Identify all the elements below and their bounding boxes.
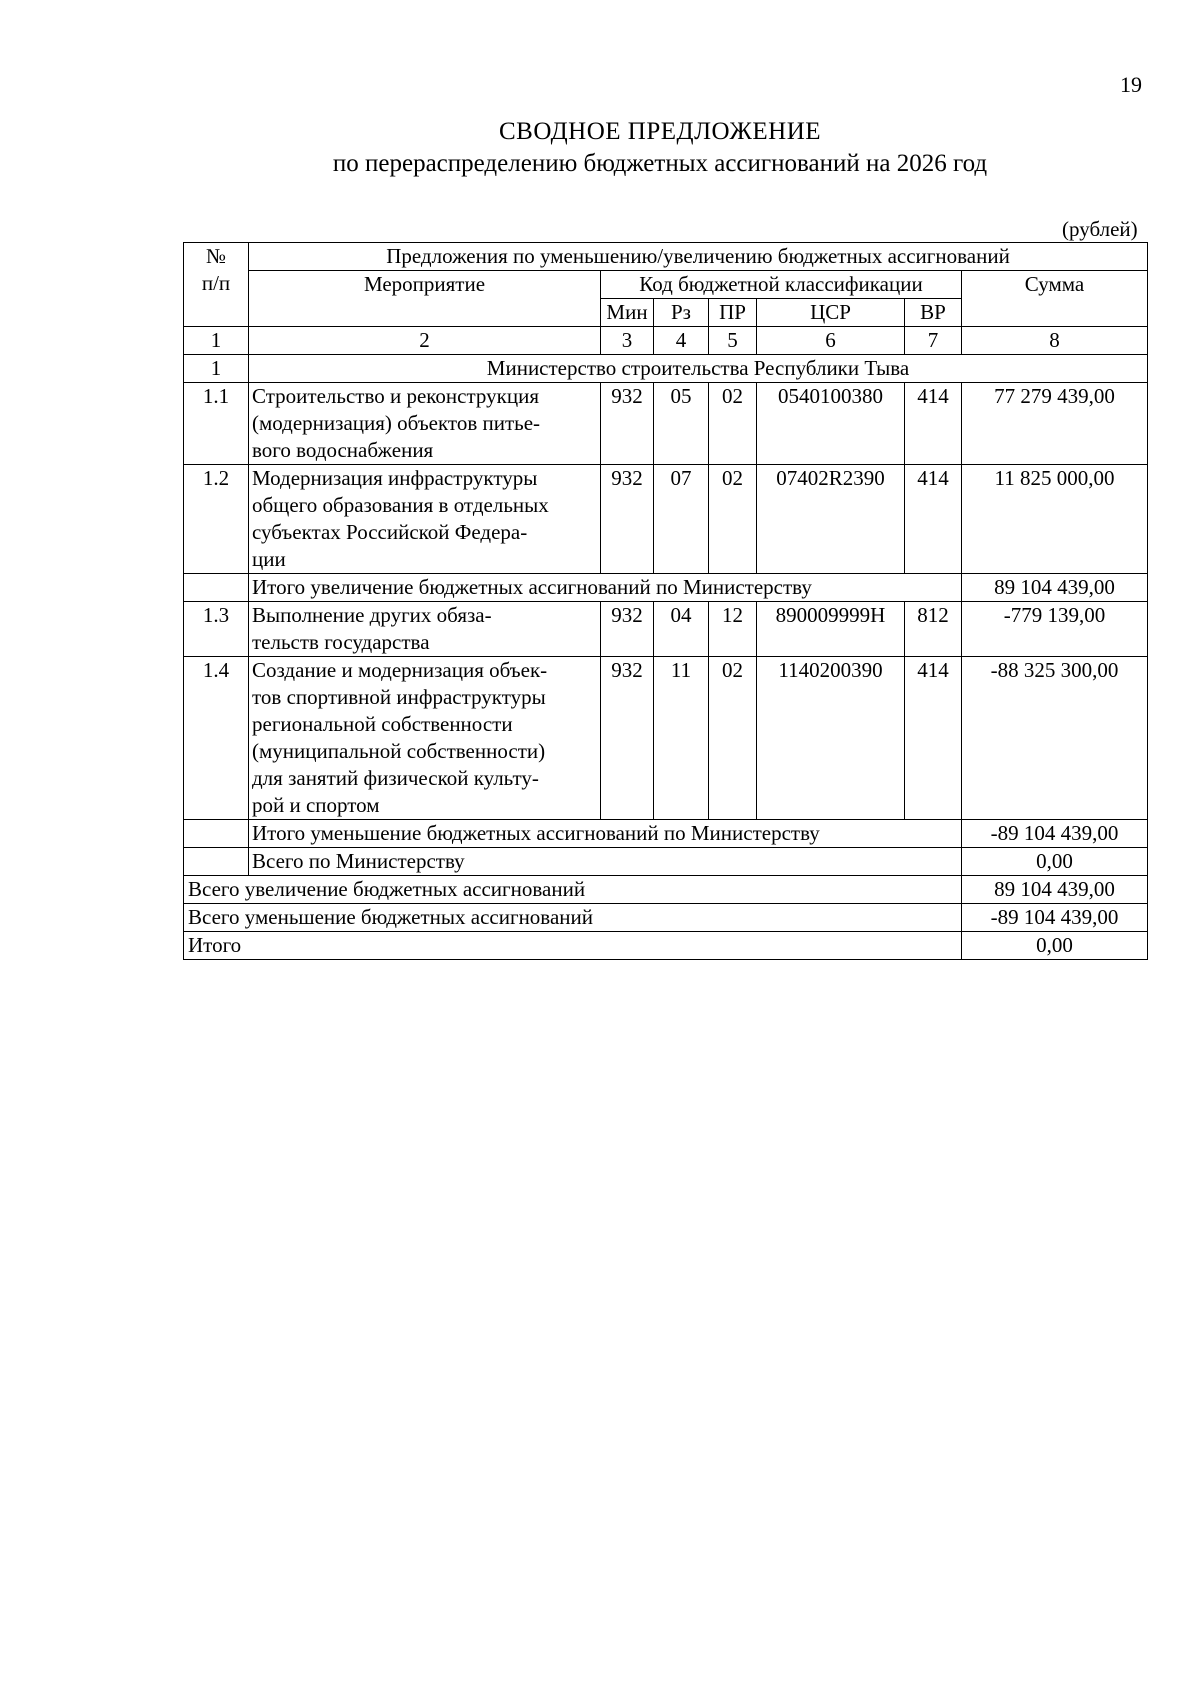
row-activity [249,383,601,465]
header-proposals: Предложения по уменьшению/увеличению бюджетных ассигнований [249,243,1148,271]
table-row [184,383,1148,465]
document-title: СВОДНОЕ ПРЕДЛОЖЕНИЕ [498,118,822,145]
total-increase-label: Всего увеличение бюджетных ассигнований [184,876,962,904]
col-number: 3 [601,327,654,355]
header-min: Мин [601,299,654,327]
header-pr: ПР [709,299,757,327]
subtotal-decrease-label: Итого уменьшение бюджетных ассигнований по Министерству [249,820,962,848]
empty-cell [184,820,249,848]
row-no: 1.3 [184,602,249,657]
col-number: 7 [905,327,962,355]
activity-line: (модернизация) объектов питье- [252,411,541,435]
activity-line: (муниципальной собственности) [252,739,546,763]
header-row-1 [184,243,1148,271]
col-number: 1 [184,327,249,355]
header-code: Код бюджетной классификации [601,271,962,299]
activity-line: Выполнение других обяза- [252,603,492,627]
row-vr: 414 [905,465,962,574]
ministry-name: Министерство строительства Республики Тыва [249,355,1148,383]
table-row [184,602,1148,657]
row-no: 1.2 [184,465,249,574]
total-increase-sum: 89 104 439,00 [962,876,1148,904]
row-sum: 11 825 000,00 [962,465,1148,574]
budget-table [183,242,1148,960]
row-csr: 07402R2390 [757,465,905,574]
row-pr: 12 [709,602,757,657]
header-vr: ВР [905,299,962,327]
header-csr: ЦСР [757,299,905,327]
table-row [184,657,1148,820]
activity-line: для занятий физической культу- [252,766,539,790]
row-pr: 02 [709,657,757,820]
total-decrease-row [184,904,1148,932]
row-min: 932 [601,657,654,820]
row-min: 932 [601,602,654,657]
row-rz: 07 [654,465,709,574]
header-rz: Рз [654,299,709,327]
subtotal-increase-sum: 89 104 439,00 [962,574,1148,602]
row-activity [249,657,601,820]
activity-line: вого водоснабжения [252,438,434,462]
page-number: 19 [1120,72,1142,97]
row-sum: -779 139,00 [962,602,1148,657]
activity-line: Модернизация инфраструктуры [252,466,538,490]
col-number: 4 [654,327,709,355]
row-activity [249,602,601,657]
subtotal-decrease-row [184,820,1148,848]
row-pr: 02 [709,465,757,574]
units-label: (рублей) [1062,217,1138,241]
row-rz: 11 [654,657,709,820]
activity-line: региональной собственности [252,712,513,736]
row-vr: 812 [905,602,962,657]
activity-line: Создание и модернизация объек- [252,658,548,682]
row-no: 1.4 [184,657,249,820]
total-increase-row [184,876,1148,904]
row-min: 932 [601,383,654,465]
grand-total-row [184,932,1148,960]
grand-total-label: Итого [184,932,962,960]
subtotal-increase-row [184,574,1148,602]
grand-total-sum: 0,00 [962,932,1148,960]
activity-line: общего образования в отдельных [252,493,549,517]
row-csr: 890009999Н [757,602,905,657]
ministry-no: 1 [184,355,249,383]
empty-cell [184,848,249,876]
col-number: 6 [757,327,905,355]
row-rz: 04 [654,602,709,657]
activity-line: рой и спортом [252,793,380,817]
row-pr: 02 [709,383,757,465]
subtotal-increase-label: Итого увеличение бюджетных ассигнований по Министерству [249,574,962,602]
row-no: 1.1 [184,383,249,465]
ministry-total-sum: 0,00 [962,848,1148,876]
header-no: № п/п [184,243,249,327]
row-csr: 0540100380 [757,383,905,465]
header-sum: Сумма [962,271,1148,327]
subtotal-decrease-sum: -89 104 439,00 [962,820,1148,848]
ministry-total-row [184,848,1148,876]
column-numbers-row [184,327,1148,355]
row-sum: 77 279 439,00 [962,383,1148,465]
activity-line: тов спортивной инфраструктуры [252,685,546,709]
ministry-total-label: Всего по Министерству [249,848,962,876]
row-vr: 414 [905,383,962,465]
activity-line: тельств государства [252,630,430,654]
activity-line: Строительство и реконструкция [252,384,539,408]
activity-line: субъектах Российской Федера- [252,520,528,544]
ministry-row [184,355,1148,383]
header-row-2 [184,271,1148,299]
row-activity [249,465,601,574]
row-vr: 414 [905,657,962,820]
row-csr: 1140200390 [757,657,905,820]
col-number: 5 [709,327,757,355]
col-number: 2 [249,327,601,355]
header-activity: Мероприятие [249,271,601,327]
col-number: 8 [962,327,1148,355]
table-row [184,465,1148,574]
total-decrease-label: Всего уменьшение бюджетных ассигнований [184,904,962,932]
empty-cell [184,574,249,602]
row-sum: -88 325 300,00 [962,657,1148,820]
total-decrease-sum: -89 104 439,00 [962,904,1148,932]
row-rz: 05 [654,383,709,465]
activity-line: ции [252,547,286,571]
document-subtitle: по перераспределению бюджетных ассигнований на 2026 год [332,150,988,177]
row-min: 932 [601,465,654,574]
